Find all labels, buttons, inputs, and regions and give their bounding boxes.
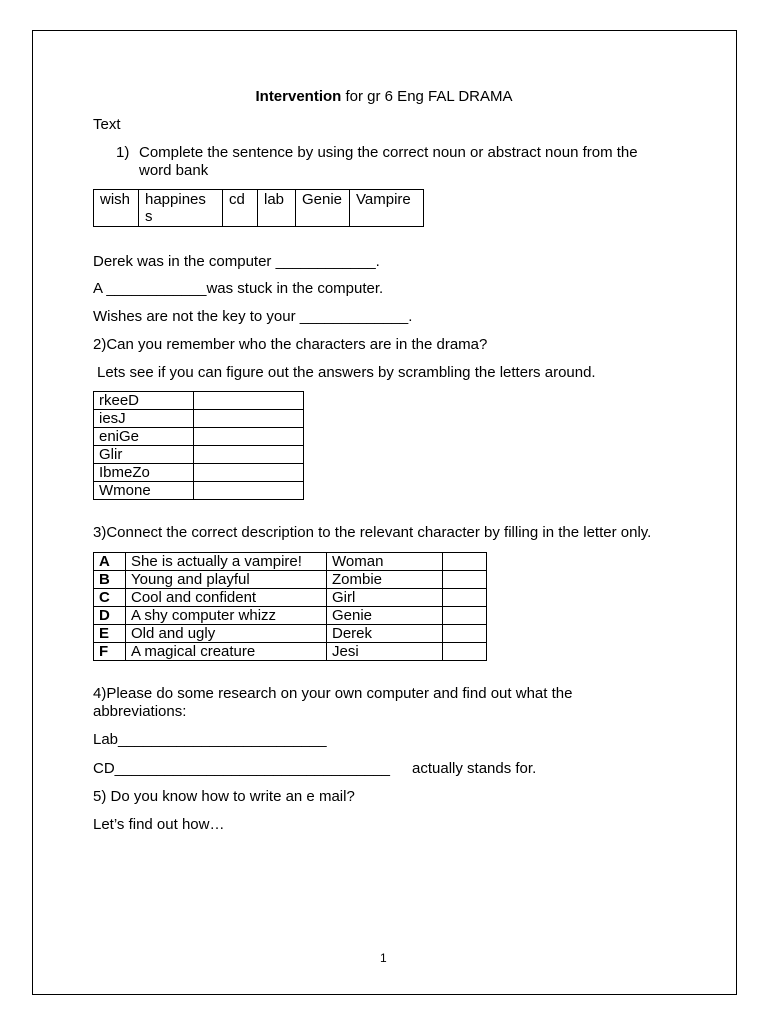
table-row (94, 464, 304, 482)
scrambled-word: eniGe (94, 428, 194, 446)
table-row (94, 553, 487, 571)
answer-cell[interactable] (194, 464, 304, 482)
table-row (94, 428, 304, 446)
scrambled-word: rkeeD (94, 392, 194, 410)
q5-prompt: 5) Do you know how to write an e mail? (93, 788, 355, 805)
answer-cell[interactable] (194, 392, 304, 410)
row-character: Girl (327, 589, 443, 607)
q4-cd-line: CD_________________________________ (93, 760, 390, 777)
row-letter: C (94, 589, 126, 607)
row-character: Genie (327, 607, 443, 625)
q1-line1: Complete the sentence by using the correct noun or abstract noun from the (139, 144, 638, 161)
row-letter: D (94, 607, 126, 625)
word-bank-word: happines (145, 191, 206, 208)
row-description: A magical creature (126, 643, 327, 661)
answer-cell[interactable] (443, 625, 487, 643)
q1-sentence-1: Derek was in the computer ____________. (93, 253, 380, 270)
answer-cell[interactable] (194, 446, 304, 464)
word-bank-word-wrap: s (145, 208, 153, 225)
word-bank-word: Vampire (356, 191, 411, 208)
answer-cell[interactable] (194, 428, 304, 446)
row-description: She is actually a vampire! (126, 553, 327, 571)
table-row (94, 392, 304, 410)
text-label: Text (93, 116, 121, 133)
row-description: Cool and confident (126, 589, 327, 607)
row-description: Old and ugly (126, 625, 327, 643)
q3-prompt: 3)Connect the correct description to the relevant character by filling in the letter only. (93, 524, 652, 541)
q1-sentence-3: Wishes are not the key to your _____________. (93, 308, 413, 325)
row-letter: A (94, 553, 126, 571)
word-bank-word: wish (100, 191, 131, 208)
word-bank-word: Genie (302, 191, 343, 208)
word-bank-cell (94, 190, 139, 227)
scramble-table (93, 391, 304, 500)
answer-cell[interactable] (443, 553, 487, 571)
table-row (94, 482, 304, 500)
match-table (93, 552, 487, 661)
scrambled-word: Wmone (94, 482, 194, 500)
table-row (94, 625, 487, 643)
row-character: Zombie (327, 571, 443, 589)
q4-line1: 4)Please do some research on your own computer and find out what the (93, 685, 573, 702)
table-row (94, 571, 487, 589)
title-rest: for gr 6 Eng FAL DRAMA (341, 88, 513, 105)
table-row (94, 607, 487, 625)
title-bold: Intervention (255, 88, 342, 105)
q2-prompt: 2)Can you remember who the characters are in the drama? (93, 336, 488, 353)
document-title (0, 88, 768, 105)
table-row (94, 446, 304, 464)
row-character: Derek (327, 625, 443, 643)
page-border (32, 30, 737, 995)
q4-line2: abbreviations: (93, 703, 187, 720)
answer-cell[interactable] (443, 589, 487, 607)
word-bank-cell (223, 190, 258, 227)
table-row (94, 643, 487, 661)
q5-followup: Let’s find out how… (93, 816, 225, 833)
answer-cell[interactable] (194, 410, 304, 428)
q4-cd-suffix: actually stands for. (412, 760, 537, 777)
row-letter: B (94, 571, 126, 589)
word-bank-cell (296, 190, 350, 227)
row-letter: E (94, 625, 126, 643)
row-description: Young and playful (126, 571, 327, 589)
page-number: 1 (380, 951, 387, 965)
row-character: Jesi (327, 643, 443, 661)
q1-line2: word bank (139, 162, 209, 179)
word-bank-word: lab (264, 191, 285, 208)
row-letter: F (94, 643, 126, 661)
word-bank-cell (258, 190, 296, 227)
answer-cell[interactable] (443, 643, 487, 661)
answer-cell[interactable] (443, 571, 487, 589)
q1-sentence-2: A ____________was stuck in the computer. (93, 280, 384, 297)
answer-cell[interactable] (443, 607, 487, 625)
word-bank-cell (350, 190, 424, 227)
q1-number: 1) (116, 144, 130, 161)
q2-instruction: Lets see if you can figure out the answers by scrambling the letters around. (97, 364, 596, 381)
scrambled-word: iesJ (94, 410, 194, 428)
scrambled-word: IbmeZo (94, 464, 194, 482)
row-character: Woman (327, 553, 443, 571)
scrambled-word: Glir (94, 446, 194, 464)
word-bank-word: cd (229, 191, 245, 208)
answer-cell[interactable] (194, 482, 304, 500)
table-row (94, 589, 487, 607)
table-row (94, 410, 304, 428)
word-bank-cell (139, 190, 223, 227)
q4-lab-line: Lab_________________________ (93, 731, 327, 748)
word-bank-table (93, 189, 424, 227)
row-description: A shy computer whizz (126, 607, 327, 625)
